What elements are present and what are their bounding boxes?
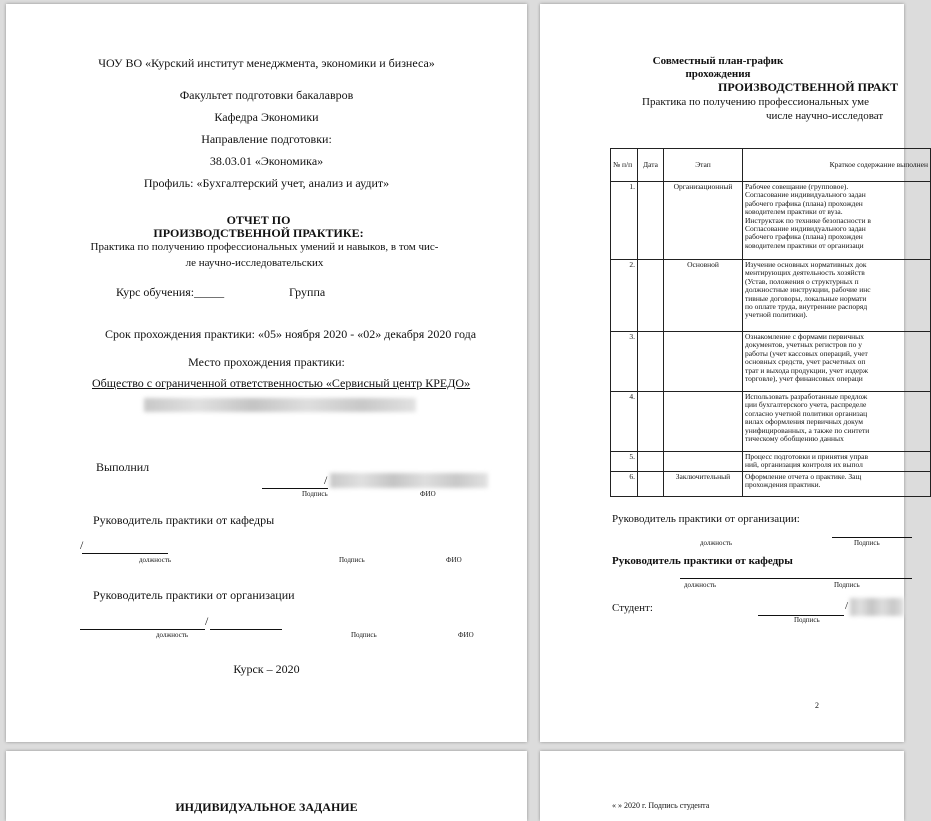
column-header-content: Краткое содержание выполнен [743, 149, 931, 182]
plan-dept-signature-caption: Подпись [834, 581, 860, 589]
row-content-line: Согласование индивидуального задан [745, 190, 866, 200]
column-header-date: Дата [638, 149, 664, 182]
plan-dept-position-caption: должность [684, 581, 717, 589]
org-supervisor-label: Руководитель практики от организации [93, 588, 295, 602]
row-content-line: основных средств, учет расчетных оп [745, 357, 866, 367]
row-number-cell: 6. [611, 472, 638, 497]
practice-type-line1: Практика по получению профессиональных умений и навыков, в том чис- [90, 241, 439, 253]
plan-table [610, 148, 931, 497]
row-content-cell [743, 260, 931, 332]
row-content-line: (Устав, положения о структурных п [745, 276, 859, 286]
plan-student-signature-caption: Подпись [794, 616, 820, 624]
row-number-cell: 4. [611, 392, 638, 452]
org-position-caption: должность [156, 631, 189, 639]
row-date-cell [638, 452, 664, 472]
dept-supervisor-slash: / [80, 538, 84, 552]
dept-position-line [82, 553, 168, 554]
org-signature-line [210, 629, 282, 630]
student-slash: / [324, 473, 328, 487]
report-title-line2: ПРОИЗВОДСТВЕННОЙ ПРАКТИКЕ: [153, 226, 364, 240]
dept-position-caption: должность [139, 556, 172, 564]
row-content-line: Оформление отчета о практике. Защ [745, 472, 862, 481]
redacted-plan-student-name [850, 598, 904, 616]
row-content-cell [743, 472, 931, 497]
plan-org-line [832, 537, 912, 538]
report-title-line1: ОТЧЕТ ПО [226, 213, 291, 227]
next-left-page [6, 751, 527, 821]
student-signature-line [262, 488, 328, 489]
next-right-page-text: « » 2020 г. Подпись студента [612, 801, 710, 810]
practice-term: Срок прохождения практики: «05» ноября 2020 - «02» декабря 2020 года [105, 327, 477, 341]
plan-subtitle-line1: Практика по получению профессиональных уме [642, 96, 869, 108]
performed-label: Выполнил [96, 460, 150, 474]
row-content-line: унифицированных, а также по синтети [745, 425, 870, 435]
row-date-cell [638, 472, 664, 497]
city-year: Курск – 2020 [233, 662, 300, 676]
plan-dept-supervisor-label: Руководитель практики от кафедры [612, 555, 793, 567]
row-content-line: ции бухгалтерского учета, распределе [745, 400, 867, 410]
row-number-cell: 2. [611, 260, 638, 332]
redacted-address [144, 398, 416, 412]
practice-type-line2: ле научно-исследовательских [185, 257, 324, 269]
row-content-line: согласно учетной политики организац [745, 408, 868, 418]
org-slash: / [205, 614, 209, 628]
plan-page [540, 4, 928, 742]
row-date-cell [638, 392, 664, 452]
row-content-line: ментирующих деятельность хозяйств [745, 268, 865, 278]
redacted-student-name [330, 473, 488, 488]
next-right-page [540, 751, 904, 821]
student-signature-caption: Подпись [302, 490, 328, 498]
student-fio-caption: ФИО [420, 490, 436, 498]
plan-title-line1: Совместный план-график [652, 55, 784, 67]
table-header-row [611, 149, 931, 182]
department: Кафедра Экономики [214, 110, 319, 124]
org-fio-caption: ФИО [458, 631, 474, 639]
row-date-cell [638, 182, 664, 260]
row-date-cell [638, 332, 664, 392]
row-date-cell [638, 260, 664, 332]
row-content-line: документов, учетных регистров по у [745, 340, 863, 350]
row-stage-cell [664, 332, 743, 392]
row-number-cell: 5. [611, 452, 638, 472]
plan-title-line2: прохождения [685, 68, 751, 80]
profile: Профиль: «Бухгалтерский учет, анализ и аудит» [143, 176, 390, 190]
row-content-line: вилах оформления первичных докум [745, 417, 864, 427]
plan-title-line3: ПРОИЗВОДСТВЕННОЙ ПРАКТ [718, 80, 899, 94]
row-content-line: тическому обобщению данных [745, 434, 844, 444]
row-content-line: рабочего графика (плана) прохожден [745, 232, 863, 242]
row-content-line: торговле), учет финансовых операци [745, 374, 863, 384]
row-content-line: должностные инструкции, рабочие инс [745, 285, 871, 295]
dept-signature-caption: Подпись [339, 556, 365, 564]
org-position-line [80, 629, 205, 630]
table-row [611, 260, 931, 332]
dept-supervisor-label: Руководитель практики от кафедры [93, 513, 275, 527]
row-content-line: Использовать разработанные предлож [745, 392, 868, 401]
row-number-cell: 1. [611, 182, 638, 260]
row-content-line: ний, организация контроля их выпол [745, 460, 863, 470]
plan-student-slash: / [845, 600, 849, 612]
plan-org-signature-caption: Подпись [854, 539, 880, 547]
row-stage-cell: Организационный [664, 182, 743, 260]
plan-org-supervisor-label: Руководитель практики от организации: [612, 513, 800, 525]
row-content-line: трат и выхода продукции, учет издерж [745, 365, 869, 375]
row-content-line: Согласование индивидуального задан [745, 224, 866, 234]
row-content-line: Инструктаж по технике безопасности в [745, 215, 871, 225]
plan-org-position-caption: должность [700, 539, 733, 547]
row-content-cell [743, 332, 931, 392]
row-stage-cell: Заключительный [664, 472, 743, 497]
row-content-line: Рабочее совещание (групповое). [745, 182, 849, 191]
row-content-cell [743, 182, 931, 260]
row-stage-cell: Основной [664, 260, 743, 332]
plan-subtitle-line2: числе научно-исследоват [766, 110, 884, 122]
table-row [611, 392, 931, 452]
plan-page-number: 2 [815, 701, 819, 710]
row-content-line: Процесс подготовки и принятия управ [745, 452, 869, 461]
row-content-cell [743, 452, 931, 472]
institution-name: ЧОУ ВО «Курский институт менеджмента, экономики и бизнеса» [98, 56, 435, 70]
row-content-line: рабочего графика (плана) прохожден [745, 198, 863, 208]
title-page [6, 4, 527, 742]
course-label: Курс обучения:_____ [116, 285, 225, 299]
row-content-line: ководителем практики от вуза. [745, 207, 843, 217]
row-number-cell: 3. [611, 332, 638, 392]
column-header-number: № п/п [611, 149, 638, 182]
row-content-line: учетной политики). [745, 310, 808, 320]
row-content-line: Ознакомление с формами первичных [745, 332, 864, 341]
group-label: Группа [289, 285, 326, 299]
direction-label: Направление подготовки: [201, 132, 332, 146]
table-row [611, 452, 931, 472]
organization-name: Общество с ограниченной ответственностью «Сервисный центр КРЕДО» [92, 376, 471, 390]
row-content-line: тивные договоры, локальные нормати [745, 293, 867, 303]
column-header-stage: Этап [664, 149, 743, 182]
place-label: Место прохождения практики: [188, 355, 345, 369]
row-content-line: Изучение основных нормативных док [745, 260, 867, 269]
individual-task-heading: ИНДИВИДУАЛЬНОЕ ЗАДАНИЕ [175, 800, 358, 814]
row-content-line: ководителем практики от организаци [745, 240, 864, 250]
table-row [611, 472, 931, 497]
row-content-cell [743, 392, 931, 452]
row-stage-cell [664, 452, 743, 472]
direction-code: 38.03.01 «Экономика» [209, 154, 324, 168]
row-content-line: работы (учет кассовых операций, учет [745, 348, 868, 358]
plan-dept-line [680, 578, 912, 579]
table-row [611, 332, 931, 392]
row-content-line: по оплате труда, внутренние распоряд [745, 302, 868, 312]
faculty: Факультет подготовки бакалавров [179, 88, 354, 102]
org-signature-caption: Подпись [351, 631, 377, 639]
plan-student-label: Студент: [612, 602, 653, 614]
row-stage-cell [664, 392, 743, 452]
row-content-line: прохождения практики. [745, 480, 821, 490]
dept-fio-caption: ФИО [446, 556, 462, 564]
table-row [611, 182, 931, 260]
